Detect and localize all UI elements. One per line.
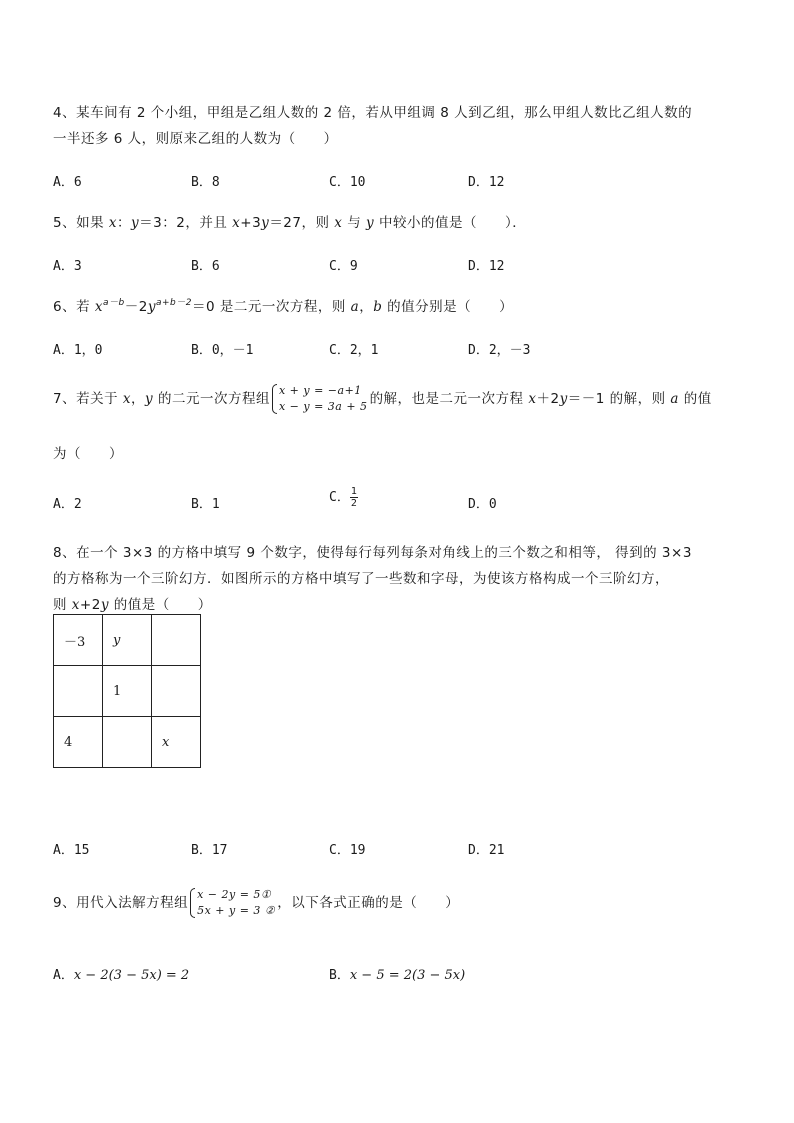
q7-eq2-x: x — [528, 391, 537, 407]
q5-ratio: ＝3：2，并且 — [139, 215, 233, 231]
q7-system-line-2: x − y = 3a + 5 — [278, 400, 368, 413]
q8-line3-x: x — [71, 597, 80, 613]
q5-var-x: x — [108, 215, 118, 231]
grid-cell — [152, 666, 201, 717]
q6-base-x: x — [94, 299, 104, 315]
q6-exponent-2: a+b－2 — [155, 298, 192, 308]
grid-cell — [54, 666, 103, 717]
q8-line1: 8、在一个 3×3 的方格中填写 9 个数字，使得每行每列每条对角线上的三个数之和相等， 得到的 3×3 — [53, 545, 692, 561]
q5-and-x: x — [334, 215, 343, 231]
q7-eq2-y: y — [559, 391, 568, 407]
q5-eq-y: y — [261, 215, 270, 231]
q9-option-a-expr: x − 2(3 − 5x) = 2 — [73, 968, 190, 983]
q5-option-b: B．6 — [191, 259, 220, 274]
q5-eq-x: x — [232, 215, 241, 231]
q7-tail: 的值 — [678, 391, 712, 407]
q7-var-a: a — [670, 391, 679, 407]
q8-line3-mid: +2 — [79, 597, 101, 613]
grid-cell: 4 — [54, 717, 103, 768]
q5-prefix: 5、如果 — [53, 215, 109, 231]
q4-line1: 4、某车间有 2 个小组，甲组是乙组人数的 2 倍，若从甲组调 8 人到乙组，那么甲组人数比乙组人数的 — [53, 105, 693, 121]
q4-option-b: B．8 — [191, 175, 220, 190]
q4-option-c: C．10 — [329, 175, 366, 190]
q7-line2: 为（ ） — [53, 446, 123, 462]
q5-option-c: C．9 — [329, 259, 358, 274]
q7-mid: 的二元一次方程组 — [153, 391, 270, 407]
grid-cell: x — [152, 717, 201, 768]
q9-option-a-label: A． — [53, 968, 74, 983]
q7-var-x: x — [122, 391, 132, 407]
q5-and-text: 与 — [342, 215, 367, 231]
q5-var-y: y — [131, 215, 140, 231]
q6-mid: －2 — [124, 299, 148, 315]
q5-suffix: 中较小的值是（ ）． — [374, 215, 527, 231]
q7-option-b: B．1 — [191, 497, 220, 512]
q7-var-y: y — [145, 391, 154, 407]
q4-option-d: D．12 — [468, 175, 505, 190]
q9-suffix: ，以下各式正确的是（ ） — [277, 895, 460, 911]
q9-equation-system — [190, 887, 275, 919]
grid-row — [54, 666, 201, 717]
q8-line3-prefix: 则 — [53, 597, 72, 613]
q6-end: 的值分别是（ ） — [382, 299, 514, 315]
q9-option-b — [329, 964, 465, 983]
q8-option-d: D．21 — [468, 843, 505, 858]
q6-option-b: B．0，－1 — [191, 343, 254, 358]
grid-cell: －3 — [54, 615, 103, 666]
q5-eq-rest: ＝27，则 — [269, 215, 335, 231]
q8-option-b: B．17 — [191, 843, 228, 858]
q8-line2: 的方格称为一个三阶幻方．如图所示的方格中填写了一些数和字母，为使该方格构成一个三阶幻方， — [53, 571, 669, 587]
q8-line3 — [53, 593, 212, 613]
q5-colon: ： — [117, 215, 132, 231]
q7-eq2-rest: ＝－1 的解，则 — [567, 391, 671, 407]
q6-suffix: ＝0 是二元一次方程，则 — [191, 299, 351, 315]
q6-var-b: b — [373, 299, 383, 315]
q4-line2: 一半还多 6 人，则原来乙组的人数为（ ） — [53, 131, 338, 147]
q9-option-b-expr: x − 5 = 2(3 − 5x) — [349, 968, 466, 983]
q9-stem — [53, 887, 459, 919]
q6-prefix: 6、若 — [53, 299, 95, 315]
q5-option-d: D．12 — [468, 259, 505, 274]
q7-option-c — [329, 486, 358, 509]
grid-cell — [152, 615, 201, 666]
q6-option-a: A．1，0 — [53, 343, 103, 358]
q7-option-c-label: C． — [329, 490, 350, 505]
q6-base-y: y — [147, 299, 156, 315]
q6-stem — [53, 295, 513, 315]
grid-cell: 1 — [103, 666, 152, 717]
q7-option-a: A．2 — [53, 497, 82, 512]
q8-option-a: A．15 — [53, 843, 90, 858]
q5-eq-plus: +3 — [240, 215, 262, 231]
q6-exponent-1: a－b — [103, 298, 125, 308]
grid-row — [54, 717, 201, 768]
q7-equation-system — [272, 383, 368, 415]
q7-option-c-fraction — [350, 486, 358, 509]
q9-option-b-label: B． — [329, 968, 350, 983]
q4-option-a: A．6 — [53, 175, 82, 190]
q7-prefix: 7、若关于 — [53, 391, 123, 407]
grid-row — [54, 615, 201, 666]
q7-comma: ， — [131, 391, 146, 407]
fraction-numerator: 1 — [350, 486, 357, 497]
q8-option-c: C．19 — [329, 843, 366, 858]
q8-line3-y: y — [100, 597, 109, 613]
q7-after: 的解，也是二元一次方程 — [369, 391, 529, 407]
q6-option-c: C．2，1 — [329, 343, 379, 358]
q5-stem — [53, 211, 526, 231]
q6-comma: ， — [359, 299, 374, 315]
q5-option-a: A．3 — [53, 259, 82, 274]
magic-square-grid — [53, 614, 201, 768]
q6-option-d: D．2，－3 — [468, 343, 531, 358]
grid-cell — [103, 717, 152, 768]
q7-eq2-mid: ＋2 — [536, 391, 560, 407]
q9-option-a — [53, 964, 189, 983]
q8-line3-suffix: 的值是（ ） — [108, 597, 212, 613]
q5-and-y: y — [366, 215, 375, 231]
q6-var-a: a — [350, 299, 360, 315]
q9-system-line-1: x − 2y = 5① — [197, 888, 272, 901]
q7-option-d: D．0 — [468, 497, 497, 512]
q9-system-line-2: 5x + y = 3 ② — [197, 904, 276, 917]
grid-cell: y — [103, 615, 152, 666]
q7-stem — [53, 383, 712, 415]
q7-system-line-1: x + y = −a+1 — [278, 384, 362, 397]
q9-prefix: 9、用代入法解方程组 — [53, 895, 189, 911]
fraction-denominator: 2 — [350, 498, 357, 509]
